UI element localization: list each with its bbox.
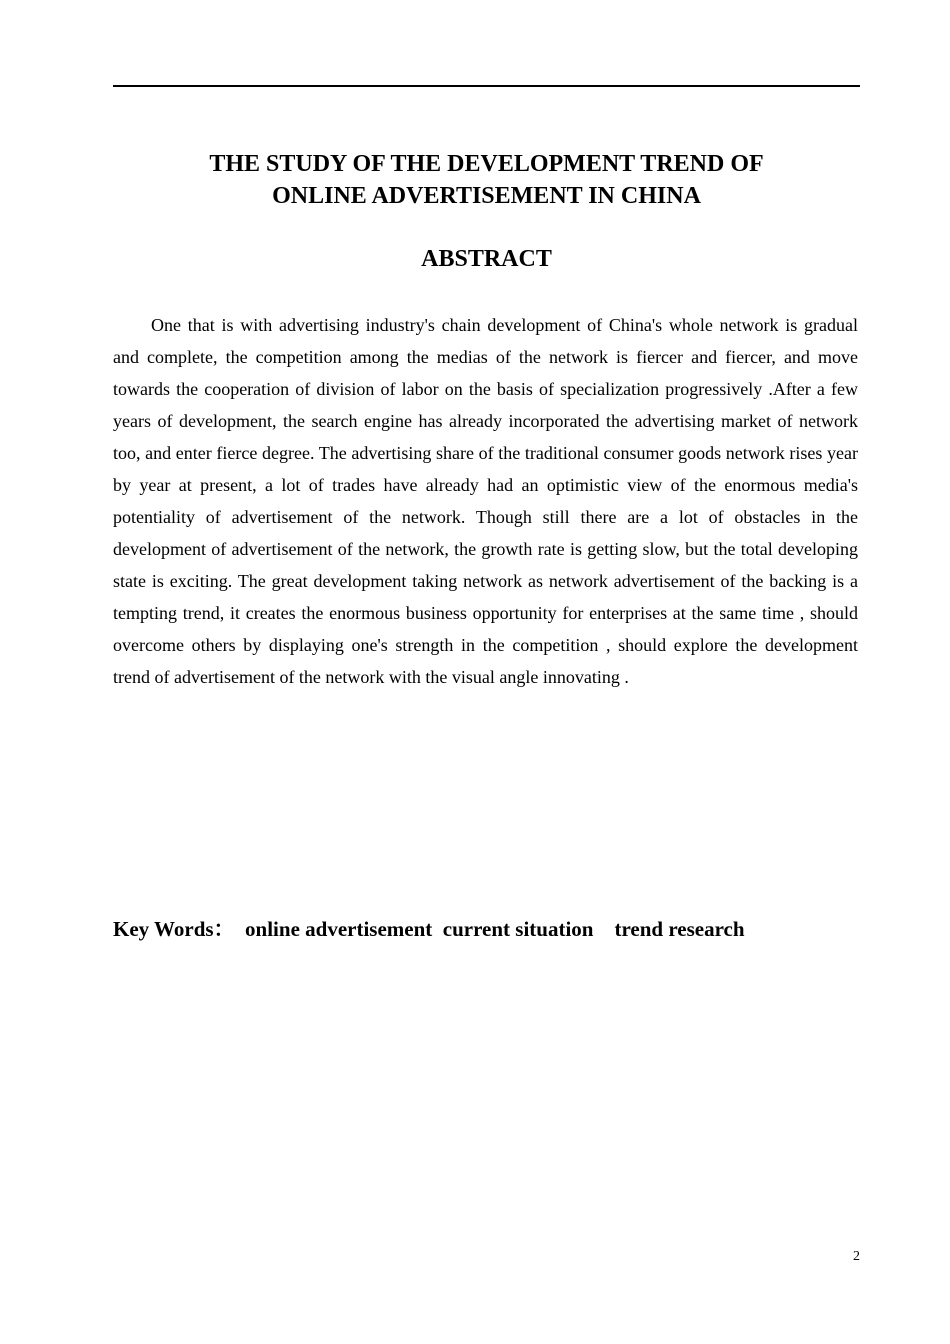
title-line-1: THE STUDY OF THE DEVELOPMENT TREND OF [209,151,764,177]
paper-title [113,148,860,212]
header-rule [113,85,860,87]
abstract-body: One that is with advertising industry's chain development of China's whole network is gradual and complete, the competition among the medias of the network is fiercer and fiercer, and move towards the cooperation of division of labor on the basis of specialization progressively .After a few years of development, the search engine has already incorporated the advertising market of network too, and enter fierce degree. The advertising share of the traditional consumer goods network rises year by year at present, a lot of trades have already had an optimistic view of the enormous media's potentiality of advertisement of the network. Though still there are a lot of obstacles in the development of advertisement of the network, the growth rate is getting slow, but the total developing state is exciting. The great development taking network as network advertisement of the backing is a tempting trend, it creates the enormous business opportunity for enterprises at the same time , should overcome others by displaying one's strength in the competition , should explore the development trend of advertisement of the network with the visual angle innovating . [113,315,858,687]
page-number: 2 [853,1249,860,1264]
keywords-line [113,914,860,944]
abstract-heading: ABSTRACT [421,246,552,272]
keywords-label: Key Words： [113,917,235,941]
keywords-values: online advertisement current situation trend research [234,917,745,941]
title-line-2: ONLINE ADVERTISEMENT IN CHINA [272,183,701,209]
